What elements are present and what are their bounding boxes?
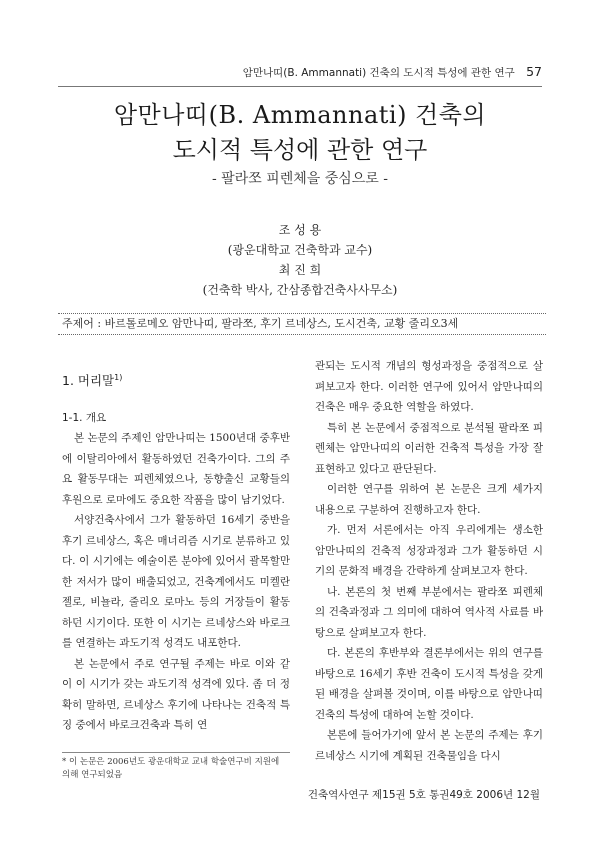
running-header <box>58 64 542 87</box>
paragraph: 본 논문에서 주로 연구될 주제는 바로 이와 같이 이 시기가 갖는 과도기적 성격에 있다. 좀 더 정확히 말하면, 르네상스 후기에 나타나는 건축적 특징 중에서 바로크건축과 특히 연 <box>62 657 290 732</box>
paragraph: 서양건축사에서 그가 활동하던 16세기 중반을 후기 르네상스, 혹은 매너리즘 시기로 분류하고 있다. 이 시기에는 예술이론 분야에 있어서 괄목할만한 저서가 많이 배출되었고, 건축계에서도 미켈란젤로, 비뇰라, 줄리오 로마노 등의 거장들이 활동하던 시기이다. 또한 이 시기는 르네상스와 바로크를 연결하는 과도기적 성격도 내포한다. <box>62 514 290 650</box>
paragraph: 이러한 연구를 위하여 본 논문은 크게 세가지 내용으로 구분하여 진행하고자 한다. <box>315 483 543 516</box>
subsection-title: 1-1. 개요 <box>62 411 107 424</box>
paragraph: 본론에 들어가기에 앞서 본 논문의 주제는 후기르네상스 시기에 계획된 건축물임을 다시 <box>315 729 543 762</box>
author-name: 최 진 희 <box>278 263 322 277</box>
right-column <box>315 356 543 766</box>
author-block <box>0 220 600 300</box>
paper-subtitle: - 팔라쪼 피렌체을 중심으로 - <box>211 171 389 187</box>
footnote-marker: 1) <box>114 373 123 382</box>
paper-title-line2: 도시적 특성에 관한 연구 <box>172 136 428 164</box>
author-affiliation: (건축학 박사, 간삼종합건축사사무소) <box>202 283 398 297</box>
footnote: * 이 논문은 2006년도 광운대학교 교내 학술연구비 지원에 의해 연구되었음 <box>62 752 290 782</box>
paragraph: 관되는 도시적 개념의 형성과정을 중점적으로 살펴보고자 한다. 이러한 연구에 있어서 암만나띠의 건축은 매우 중요한 역할을 하였다. <box>315 360 543 413</box>
section-title <box>62 368 290 392</box>
paragraph: 본 논문의 주제인 암만나띠는 1500년대 중후반에 이탈리아에서 활동하였던 건축가이다. 그의 주요 활동무대는 피렌체였으나, 동향출신 교황들의 후원으로 로마에도 중요한 작품을 많이 남기었다. <box>62 432 290 506</box>
paragraph: 나. 본론의 첫 번째 부분에서는 팔라쪼 피렌체의 건축과정과 그 의미에 대하여 역사적 사료를 바탕으로 살펴보고자 한다. <box>315 585 543 639</box>
running-title: 암만나띠(B. Ammannati) 건축의 도시적 특성에 관한 연구 <box>242 67 515 79</box>
left-column <box>62 358 290 736</box>
paragraph: 특히 본 논문에서 중점적으로 분석될 팔라쪼 피렌체는 암만나띠의 이러한 건축적 특성을 가장 잘 표현하고 있다고 판단된다. <box>315 421 543 475</box>
paragraph: 다. 본론의 후반부와 결론부에서는 위의 연구를 바탕으로 16세기 후반 건축이 도시적 특성을 갖게 된 배경을 살펴볼 것이며, 이를 바탕으로 암만나띠 건축의 특성에 대하여 논할 것이다. <box>315 647 543 721</box>
journal-footer: 건축역사연구 제15권 5호 통권49호 2006년 12월 <box>307 789 540 801</box>
paper-title-line1: 암만나띠(B. Ammannati) 건축의 <box>113 101 487 129</box>
page-number: 57 <box>526 64 542 79</box>
keywords: 주제어 : 바르톨로메오 암만나띠, 팔라쪼, 후기 르네상스, 도시건축, 교황 줄리오3세 <box>58 313 546 335</box>
title-block <box>0 98 600 188</box>
section-title-text: 1. 머리말 <box>62 373 115 389</box>
author-name: 조 성 용 <box>278 223 322 237</box>
author-affiliation: (광운대학교 건축학과 교수) <box>227 243 373 257</box>
paragraph: 가. 먼저 서론에서는 아직 우리에게는 생소한 암만나띠의 건축적 성장과정과 그가 활동하던 시기의 문화적 배경을 간략하게 살펴보고자 한다. <box>315 524 543 577</box>
